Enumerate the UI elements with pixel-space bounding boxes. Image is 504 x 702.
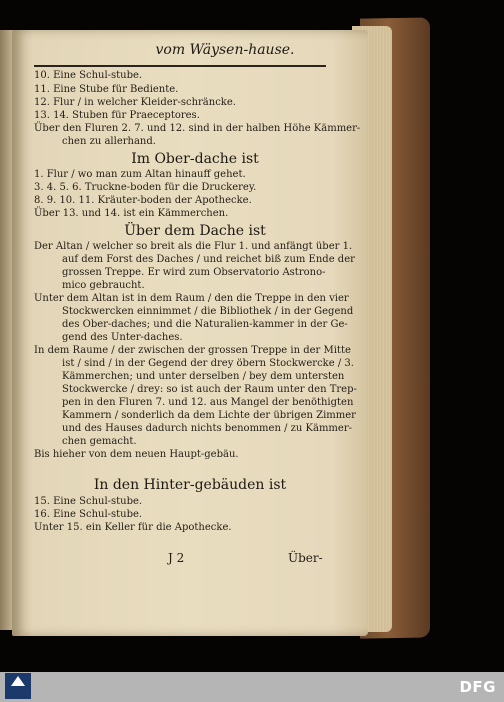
text-line: auf dem Forst des Daches / und reichet biß zum Ende der [62, 254, 355, 265]
dfg-logo: DFG [459, 678, 496, 696]
text-line: 3. 4. 5. 6. Truckne-boden für die Druckerey. [34, 182, 257, 193]
institution-logo [5, 673, 31, 699]
text-line: 12. Flur / in welcher Kleider-schräncke. [34, 97, 236, 108]
catchword: Über- [288, 551, 323, 565]
text-line: chen gemacht. [62, 436, 137, 447]
text-line: Unter dem Altan ist in dem Raum / den die Treppe in den vier [34, 293, 349, 304]
text-line: Über 13. und 14. ist ein Kämmerchen. [34, 208, 229, 219]
signature-mark: J 2 [168, 551, 185, 565]
text-line: ist / sind / in der Gegend der drey öbern Stockwercke / 3. [62, 358, 354, 369]
text-line: grossen Treppe. Er wird zum Observatorio Astrono- [62, 267, 326, 278]
section-heading: Über dem Dache ist [124, 223, 266, 239]
text-line: Stockwercken einnimmet / die Bibliothek / in der Gegend [62, 306, 354, 317]
text-line: des Ober-daches; und die Naturalien-kammer in der Ge- [62, 319, 348, 330]
section-heading: In den Hinter-gebäuden ist [93, 477, 287, 493]
text-line: Bis hieher von dem neuen Haupt-gebäu. [34, 449, 239, 460]
text-line: 13. 14. Stuben für Praeceptores. [34, 110, 200, 121]
text-line: In dem Raume / der zwischen der grossen Treppe in der Mitte [34, 345, 351, 356]
text-line: 16. Eine Schul-stube. [34, 509, 143, 520]
text-line: Kammern / sonderlich da dem Lichte der übrigen Zimmer [62, 410, 356, 421]
text-line: gend des Unter-daches. [62, 332, 183, 343]
text-line: pen in den Fluren 7. und 12. aus Mangel der benöthigten [62, 397, 354, 408]
text-line: 15. Eine Schul-stube. [34, 496, 143, 507]
text-line: 1. Flur / wo man zum Altan hinauff gehet. [34, 169, 246, 180]
viewer-footer-bar [0, 672, 504, 702]
text-line: und des Hauses dadurch nichts benommen / zu Kämmer- [62, 423, 352, 434]
text-line: Der Altan / welcher so breit als die Flur 1. und anfängt über 1. [34, 241, 353, 252]
text-line: Über den Fluren 2. 7. und 12. sind in der halben Höhe Kämmer- [34, 123, 361, 134]
text-line: chen zu allerhand. [62, 136, 156, 147]
text-line: 8. 9. 10. 11. Kräuter-boden der Apothecke. [34, 195, 252, 206]
running-head: vom Wäysen-hause. [155, 42, 295, 58]
text-line: Kämmerchen; und unter derselben / bey dem untersten [62, 371, 345, 382]
header-rule [34, 65, 326, 67]
text-line: Unter 15. ein Keller für die Apothecke. [34, 522, 232, 533]
text-line: 10. Eine Schul-stube. [34, 70, 143, 81]
text-line: 11. Eine Stube für Bediente. [34, 84, 179, 95]
text-line: mico gebraucht. [62, 280, 145, 291]
text-line: Stockwercke / drey: so ist auch der Raum unter den Trep- [62, 384, 357, 395]
logo-mark-icon [11, 676, 25, 686]
section-heading: Im Ober-dache ist [131, 151, 259, 167]
